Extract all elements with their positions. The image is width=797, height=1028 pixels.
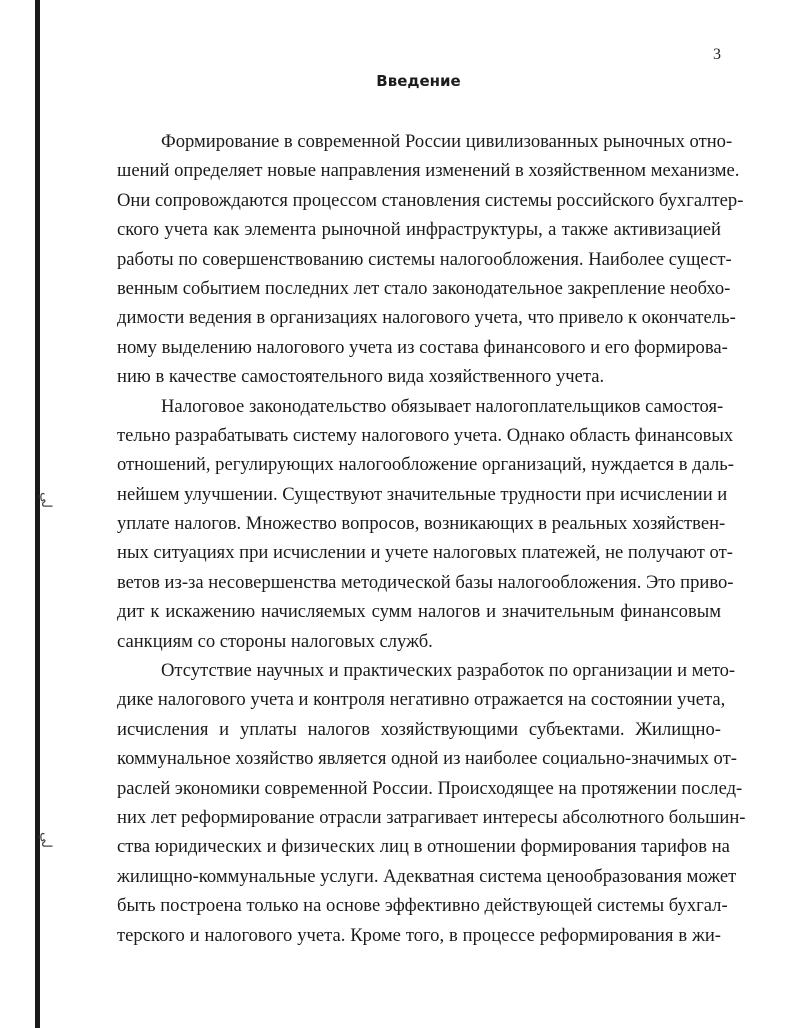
text-line: венным событием последних лет стало законодательное закрепление необхо- xyxy=(117,277,731,299)
margin-mark: ﻟﻲ xyxy=(37,492,54,508)
text-line: отношений, регулирующих налогообложение организаций, нуждается в даль- xyxy=(117,454,734,476)
text-line: раслей экономики современной России. Происходящее на протяжении послед- xyxy=(117,777,743,799)
text-line: ства юридических и физических лиц в отношении формирования тарифов на xyxy=(117,836,730,858)
text-line: тельно разрабатывать систему налогового учета. Однако область финансовых xyxy=(117,424,734,446)
text-line: исчисления и уплаты налогов хозяйствующими субъектами. Жилищно- xyxy=(117,718,721,740)
text-line: них лет реформирование отрасли затрагивает интересы абсолютного большин- xyxy=(117,806,746,828)
text-line: шений определяет новые направления изменений в хозяйственном механизме. xyxy=(117,160,740,182)
text-line: ского учета как элемента рыночной инфраструктуры, а также активизацией xyxy=(117,219,721,241)
text-line: жилищно-коммунальные услуги. Адекватная система ценообразования может xyxy=(117,865,737,887)
page-number: 3 xyxy=(713,46,721,63)
text-line: санкциям со стороны налоговых служб. xyxy=(117,630,433,652)
text-line: Налоговое законодательство обязывает налогоплательщиков самостоя- xyxy=(161,395,724,417)
text-line: Они сопровождаются процессом становления системы российского бухгалтер- xyxy=(117,189,744,211)
text-line: работы по совершенствованию системы налогообложения. Наиболее сущест- xyxy=(117,248,732,270)
margin-mark: ﻟﻲ xyxy=(37,832,54,848)
text-line: нейшем улучшении. Существуют значительные трудности при исчислении и xyxy=(117,483,728,505)
text-line: терского и налогового учета. Кроме того, в процессе реформирования в жи- xyxy=(117,924,721,946)
text-line: Отсутствие научных и практических разработок по организации и мето- xyxy=(161,660,736,682)
page-title: Введение xyxy=(376,72,461,90)
text-line: ветов из-за несовершенства методической базы налогообложения. Это приво- xyxy=(117,571,734,593)
text-line: уплате налогов. Множество вопросов, возникающих в реальных хозяйствен- xyxy=(117,513,726,535)
scan-edge xyxy=(35,0,40,1028)
text-line: дике налогового учета и контроля негативно отражается на состоянии учета, xyxy=(117,689,726,711)
body-text xyxy=(117,127,746,950)
text-line: Формирование в современной России цивилизованных рыночных отно- xyxy=(161,131,733,152)
text-line: ному выделению налогового учета из состава финансового и его формирова- xyxy=(117,336,728,358)
text-line: быть построена только на основе эффективно действующей системы бухгал- xyxy=(117,895,728,917)
text-line: коммунальное хозяйство является одной из наиболее социально-значимых от- xyxy=(117,748,737,770)
text-line: нию в качестве самостоятельного вида хозяйственного учета. xyxy=(117,366,605,388)
text-line: ных ситуациях при исчислении и учете налоговых платежей, не получают от- xyxy=(117,542,733,564)
text-line: дит к искажению начисляемых сумм налогов и значительным финансовым xyxy=(117,601,721,623)
text-line: димости ведения в организациях налогового учета, что привело к окончатель- xyxy=(117,307,736,329)
